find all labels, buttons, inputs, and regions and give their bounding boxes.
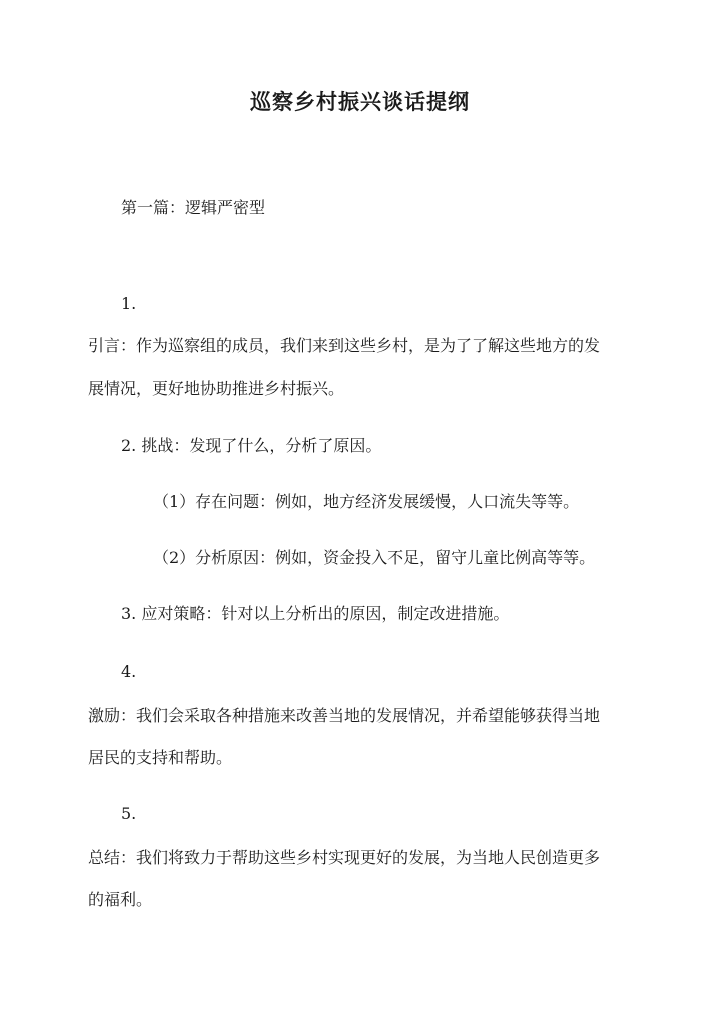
- item-4-line-1: 激励：我们会采取各种措施来改善当地的发展情况，并希望能够获得当地: [88, 706, 601, 725]
- item-1-number: 1.: [121, 294, 137, 313]
- item-5-line-1: 总结：我们将致力于帮助这些乡村实现更好的发展，为当地人民创造更多: [88, 848, 601, 867]
- item-5-line-2: 的福利。: [88, 890, 153, 909]
- item-4-line-2: 居民的支持和帮助。: [88, 748, 233, 767]
- item-2-sub-2: （2）分析原因：例如，资金投入不足，留守儿童比例高等等。: [153, 548, 596, 567]
- item-4-number: 4.: [121, 662, 137, 681]
- item-2-sub-1: （1）存在问题：例如，地方经济发展缓慢，人口流失等等。: [153, 492, 580, 511]
- item-3-line: 3. 应对策略：针对以上分析出的原因，制定改进措施。: [121, 604, 510, 623]
- item-1-line-2: 展情况，更好地协助推进乡村振兴。: [88, 379, 345, 398]
- item-1-line-1: 引言：作为巡察组的成员，我们来到这些乡村，是为了了解这些地方的发: [88, 336, 601, 355]
- document-title: 巡察乡村振兴谈话提纲: [250, 89, 470, 114]
- section-heading: 第一篇：逻辑严密型: [121, 198, 266, 217]
- item-2-line: 2. 挑战：发现了什么，分析了原因。: [121, 436, 382, 455]
- item-5-number: 5.: [121, 804, 137, 823]
